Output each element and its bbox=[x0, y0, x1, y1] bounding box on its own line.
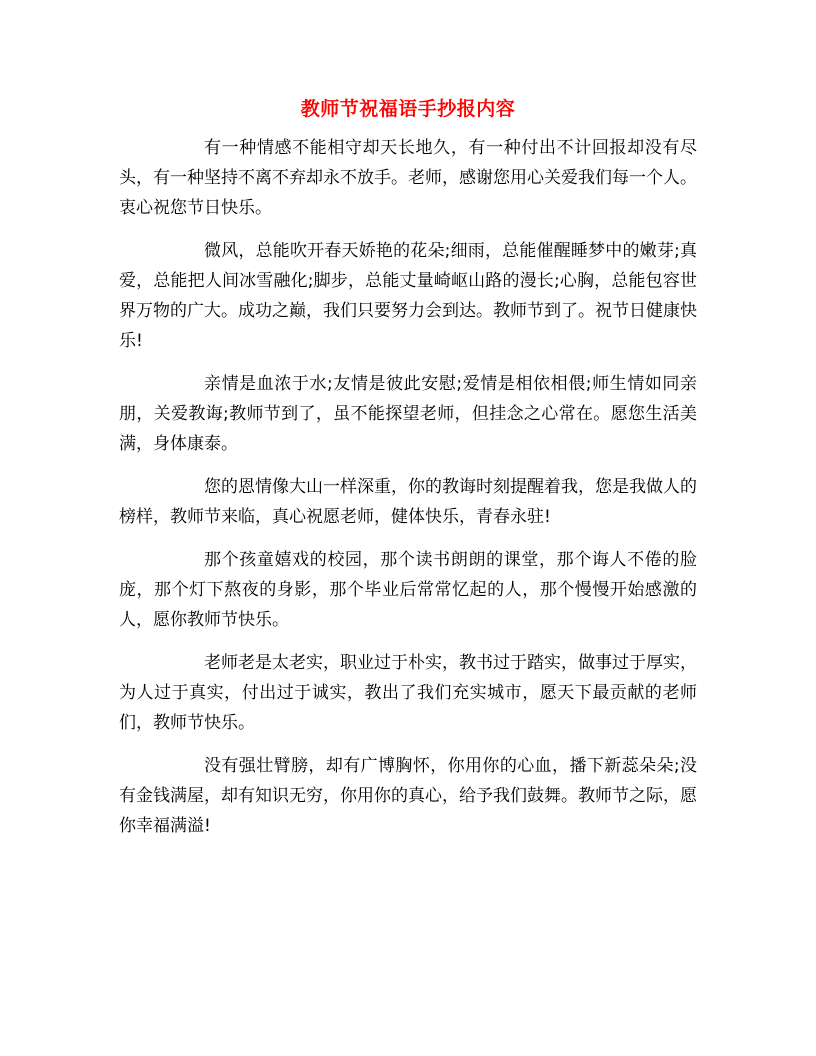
paragraph-4: 您的恩情像大山一样深重，你的教诲时刻提醒着我，您是我做人的榜样，教师节来临，真心祝愿老师，健体快乐，青春永驻! bbox=[119, 477, 697, 527]
paragraph-7: 没有强壮臂膀，却有广博胸怀，你用你的心血，播下新蕊朵朵;没有金钱满屋，却有知识无穷，你用你的真心，给予我们鼓舞。教师节之际，愿你幸福满溢! bbox=[119, 756, 697, 836]
paragraph-6: 老师老是太老实，职业过于朴实，教书过于踏实，做事过于厚实，为人过于真实，付出过于诚实，教出了我们充实城市，愿天下最贡献的老师们，教师节快乐。 bbox=[119, 653, 697, 733]
paragraph-2: 微风，总能吹开春天娇艳的花朵;细雨，总能催醒睡梦中的嫩芽;真爱，总能把人间冰雪融化;脚步，总能丈量崎岖山路的漫长;心胸，总能包容世界万物的广大。成功之巅，我们只要努力会到达。教师节到了。祝节日健康快乐! bbox=[119, 241, 697, 351]
document-title: 教师节祝福语手抄报内容 bbox=[300, 98, 516, 120]
paragraph-1: 有一种情感不能相守却天长地久，有一种付出不计回报却没有尽头，有一种坚持不离不弃却永不放手。老师，感谢您用心关爱我们每一个人。衷心祝您节日快乐。 bbox=[119, 138, 697, 218]
document-body bbox=[119, 133, 697, 854]
paragraph-3: 亲情是血浓于水;友情是彼此安慰;爱情是相依相偎;师生情如同亲朋，关爱教诲;教师节到了，虽不能探望老师，但挂念之心常在。愿您生活美满，身体康泰。 bbox=[119, 374, 697, 454]
paragraph-5: 那个孩童嬉戏的校园，那个读书朗朗的课堂，那个诲人不倦的脸庞，那个灯下熬夜的身影，那个毕业后常常忆起的人，那个慢慢开始感激的人，愿你教师节快乐。 bbox=[119, 550, 697, 630]
